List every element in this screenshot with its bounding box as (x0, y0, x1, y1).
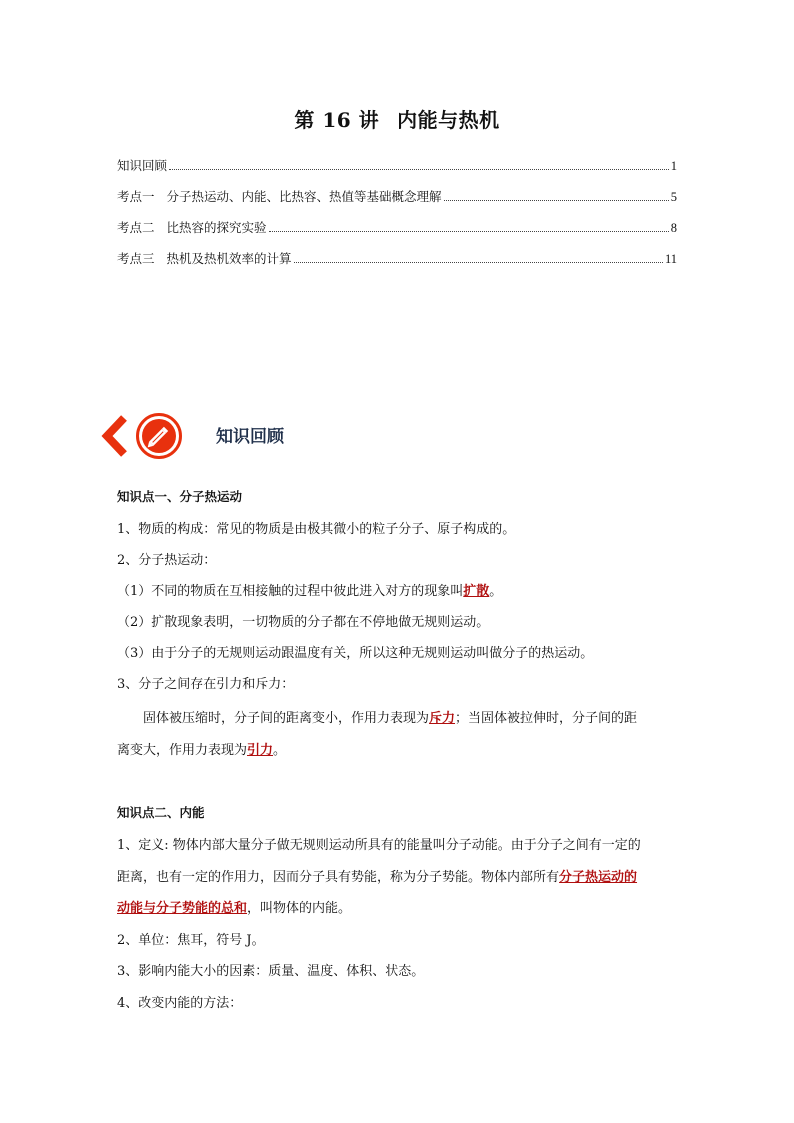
toc-entry-label: 考点二 (117, 220, 155, 235)
toc-entry-point-2[interactable] (117, 205, 677, 236)
kp2-line-6: 4、改变内能的方法： (117, 995, 243, 1011)
toc-leader-dots (294, 261, 663, 263)
toc-entry-point-1[interactable] (117, 174, 677, 205)
highlight-internal-energy-b: 动能与分子势能的总和 (117, 901, 248, 916)
toc-entry-page: 5 (670, 190, 677, 204)
toc-entry-subtitle: 分子热运动、内能、比热容、热值等基础概念理解 (166, 189, 442, 204)
section-title: 知识回顾 (216, 427, 284, 447)
kp1-line-4: （2）扩散现象表明，一切物质的分子都在不停地做无规则运动。 (117, 615, 490, 630)
section-header (100, 408, 400, 464)
highlight-internal-energy-a: 分子热运动的 (559, 869, 638, 885)
toc-entry-point-3[interactable] (117, 236, 677, 267)
kp2-line-2: 距离，也有一定的作用力，因而分子具有势能，称为分子势能。物体内部所有分子热运动的 (117, 869, 638, 885)
kp2-line-4: 2、单位：焦耳，符号 J。 (117, 932, 265, 948)
kp1-line-1: 1、物质的构成：常见的物质是由极其微小的粒子分子、原子构成的。 (117, 522, 516, 537)
toc-entry-label: 考点三 (117, 251, 155, 266)
highlight-diffusion: 扩散 (463, 584, 490, 599)
kp1-line-8: 离变大，作用力表现为引力。 (117, 743, 287, 758)
kp1-line-5: （3）由于分子的无规则运动跟温度有关，所以这种无规则运动叫做分子的热运动。 (117, 646, 594, 661)
highlight-repulsion: 斥力 (429, 711, 456, 726)
knowledge-point-1 (117, 487, 679, 767)
toc-entry-page: 1 (670, 159, 677, 173)
toc-leader-dots (269, 230, 669, 232)
toc-entry-label: 知识回顾 (117, 158, 168, 173)
kp2-heading: 知识点二、内能 (117, 805, 205, 820)
table-of-contents (117, 143, 677, 267)
kp2-line-3: 动能与分子势能的总和，叫物体的内能。 (117, 901, 352, 916)
kp1-line-6: 3、分子之间存在引力和斥力： (117, 677, 295, 692)
toc-entry-review[interactable] (117, 143, 677, 174)
toc-leader-dots (169, 168, 669, 170)
toc-entry-label: 考点一 (117, 189, 155, 204)
kp2-line-1: 1、定义: 物体内部大量分子做无规则运动所具有的能量叫分子动能。由于分子之间有一定的 (117, 838, 641, 853)
lecture-number: 第 16 讲 (294, 108, 380, 132)
toc-leader-dots (444, 199, 669, 201)
kp1-line-3: （1）不同的物质在互相接触的过程中彼此进入对方的现象叫扩散。 (117, 584, 503, 599)
chevron-left-icon (100, 414, 130, 458)
content-body (117, 487, 679, 1019)
page-title (0, 104, 794, 133)
toc-entry-page: 8 (670, 221, 677, 235)
toc-entry-subtitle: 热机及热机效率的计算 (166, 251, 292, 266)
lecture-topic: 内能与热机 (397, 108, 500, 132)
highlight-attraction: 引力 (247, 743, 274, 758)
kp1-line-2: 2、分子热运动： (117, 553, 217, 568)
pencil-icon (135, 412, 183, 460)
kp1-line-7: 固体被压缩时，分子间的距离变小，作用力表现为斥力；当固体被拉伸时，分子间的距 (143, 711, 638, 726)
kp1-heading: 知识点一、分子热运动 (117, 489, 243, 504)
toc-entry-page: 11 (664, 252, 677, 266)
toc-entry-subtitle: 比热容的探究实验 (166, 220, 267, 235)
kp2-line-5: 3、影响内能大小的因素：质量、温度、体积、状态。 (117, 964, 425, 979)
knowledge-point-2 (117, 803, 679, 1019)
